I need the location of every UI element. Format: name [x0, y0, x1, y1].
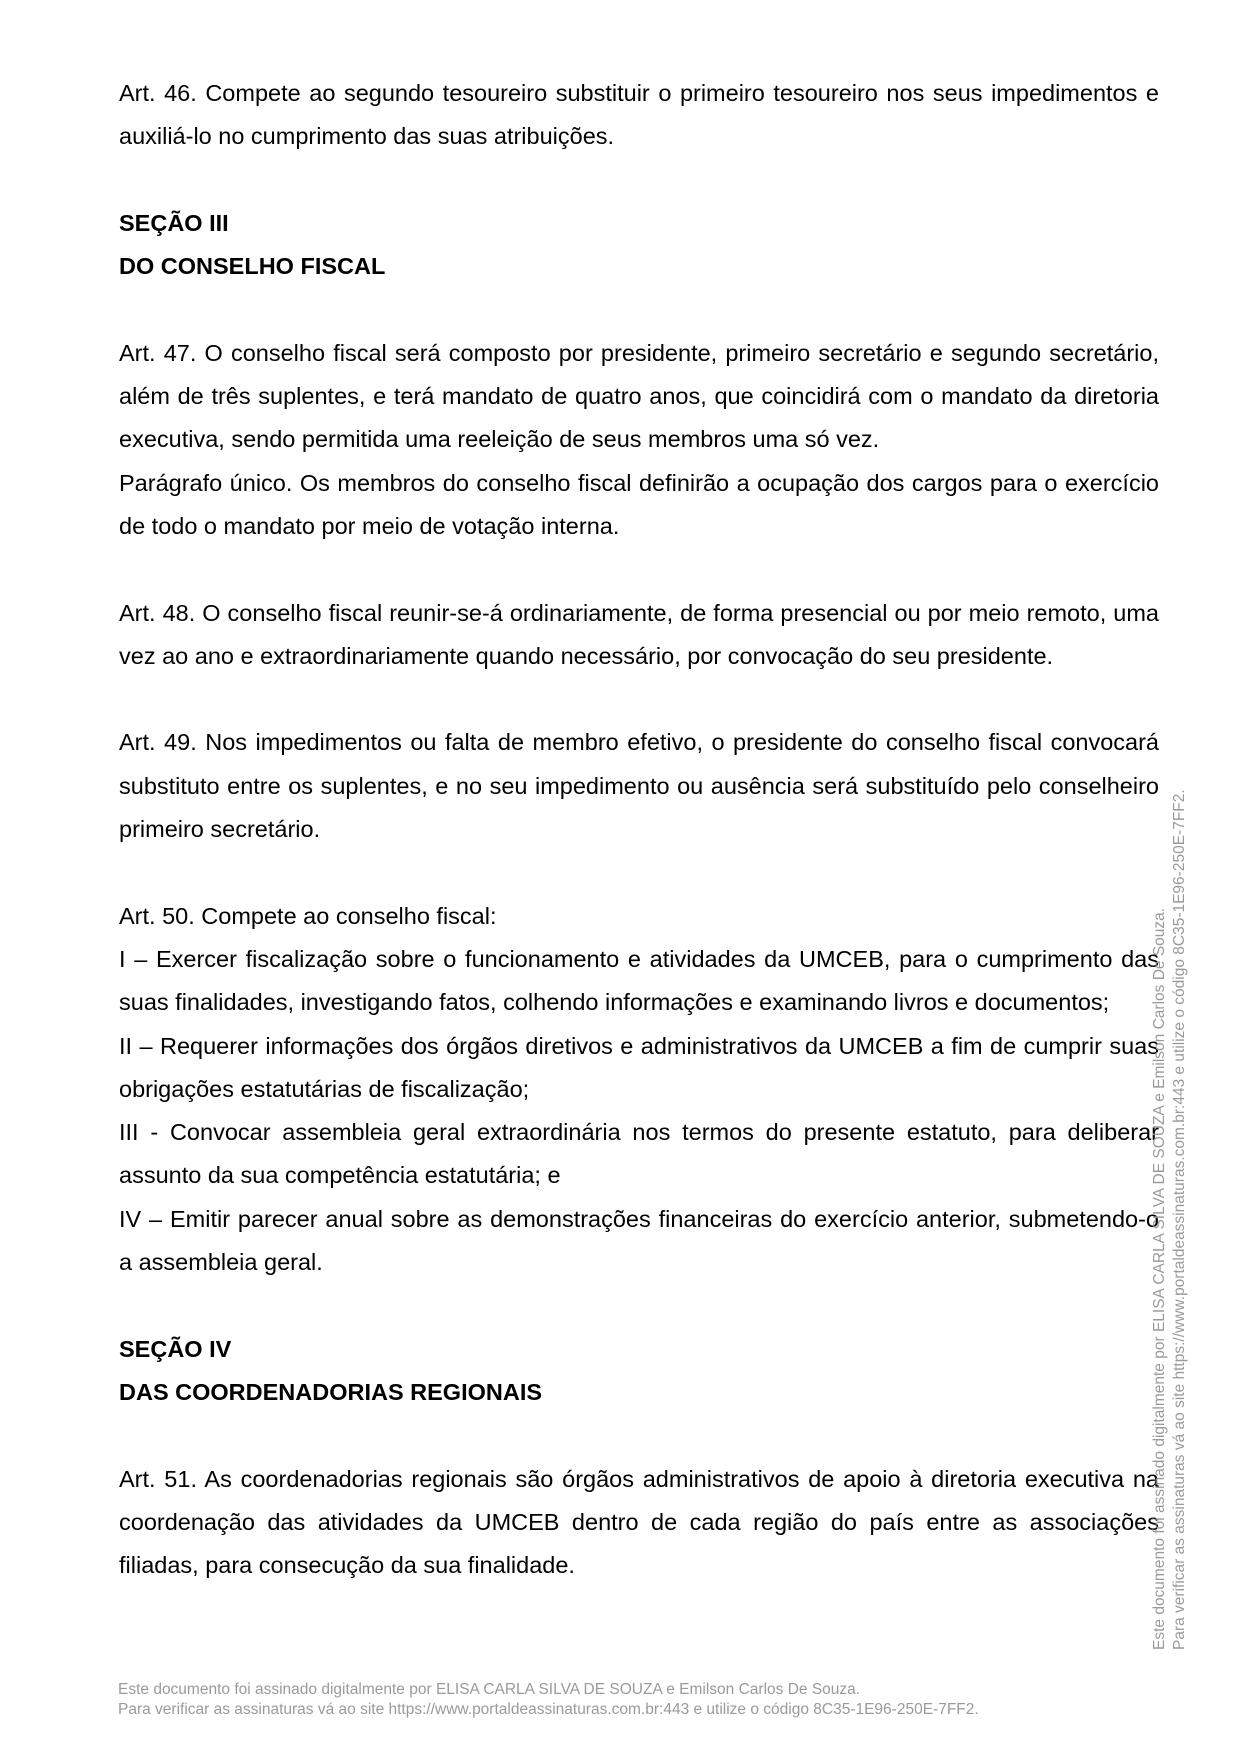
article-50-intro: Art. 50. Compete ao conselho fiscal:	[119, 902, 497, 929]
section-3-label: SEÇÃO III	[119, 209, 229, 236]
signature-footer	[118, 1680, 979, 1720]
section-4-title: DAS COORDENADORIAS REGIONAIS	[119, 1378, 543, 1405]
article-50-item: III - Convocar assembleia geral extraordinária nos termos do presente estatuto, para deliberar assunto da sua competência estatutária; e	[119, 1119, 1159, 1189]
article-50-item: IV – Emitir parecer anual sobre as demonstrações financeiras do exercício anterior, submetendo-o a assembleia geral.	[119, 1205, 1159, 1276]
article-50-item: II – Requerer informações dos órgãos diretivos e administrativos da UMCEB a fim de cumprir suas obrigações estatutárias de fiscalização;	[119, 1032, 1159, 1102]
section-4-label: SEÇÃO IV	[119, 1335, 232, 1362]
article-46: Art. 46. Compete ao segundo tesoureiro substituir o primeiro tesoureiro nos seus impedimentos e auxiliá-lo no cumprimento das suas atribuições.	[119, 80, 1159, 150]
document-body	[119, 72, 1159, 1587]
article-50-item: I – Exercer fiscalização sobre o funcionamento e atividades da UMCEB, para o cumprimento das suas finalidades, investigando fatos, colhendo informações e examinando livros e documentos;	[119, 945, 1159, 1016]
section-3-title: DO CONSELHO FISCAL	[119, 253, 386, 280]
article-47: Art. 47. O conselho fiscal será composto por presidente, primeiro secretário e segundo secretário, além de três suplentes, e terá mandato de quatro anos, que coincidirá com o mandato da diretoria executiva, sendo permitida uma reeleição de seus membros uma só vez.	[119, 339, 1159, 453]
article-48: Art. 48. O conselho fiscal reunir-se-á ordinariamente, de forma presencial ou por meio remoto, uma vez ao ano e extraordinariamente quando necessário, por convocação do seu presidente.	[119, 599, 1159, 669]
article-47-paragraph: Parágrafo único. Os membros do conselho fiscal definirão a ocupação dos cargos para o exercício de todo o mandato por meio de votação interna.	[119, 469, 1159, 539]
side-line-1: Este documento foi assinado digitalmente por ELISA CARLA SILVA DE SOUZA e Emilson Carlos De Souza.	[1151, 907, 1168, 1650]
footer-line-2: Para verificar as assinaturas vá ao site https://www.portaldeassinaturas.com.br:443 e utilize o código 8C35-1E96-250E-7FF2.	[118, 1701, 979, 1718]
side-line-2: Para verificar as assinaturas vá ao site https://www.portaldeassinaturas.com.br:443 e utilize o código 8C35-1E96-250E-7FF2.	[1171, 789, 1188, 1650]
article-51: Art. 51. As coordenadorias regionais são órgãos administrativos de apoio à diretoria executiva na coordenação das atividades da UMCEB dentro de cada região do país entre as associações filiadas, para consecução da sua finalidade.	[119, 1465, 1159, 1579]
footer-line-1: Este documento foi assinado digitalmente por ELISA CARLA SILVA DE SOUZA e Emilson Carlos De Souza.	[118, 1681, 861, 1698]
article-49: Art. 49. Nos impedimentos ou falta de membro efetivo, o presidente do conselho fiscal convocará substituto entre os suplentes, e no seu impedimento ou ausência será substituído pelo conselheiro primeiro secretário.	[119, 729, 1159, 843]
